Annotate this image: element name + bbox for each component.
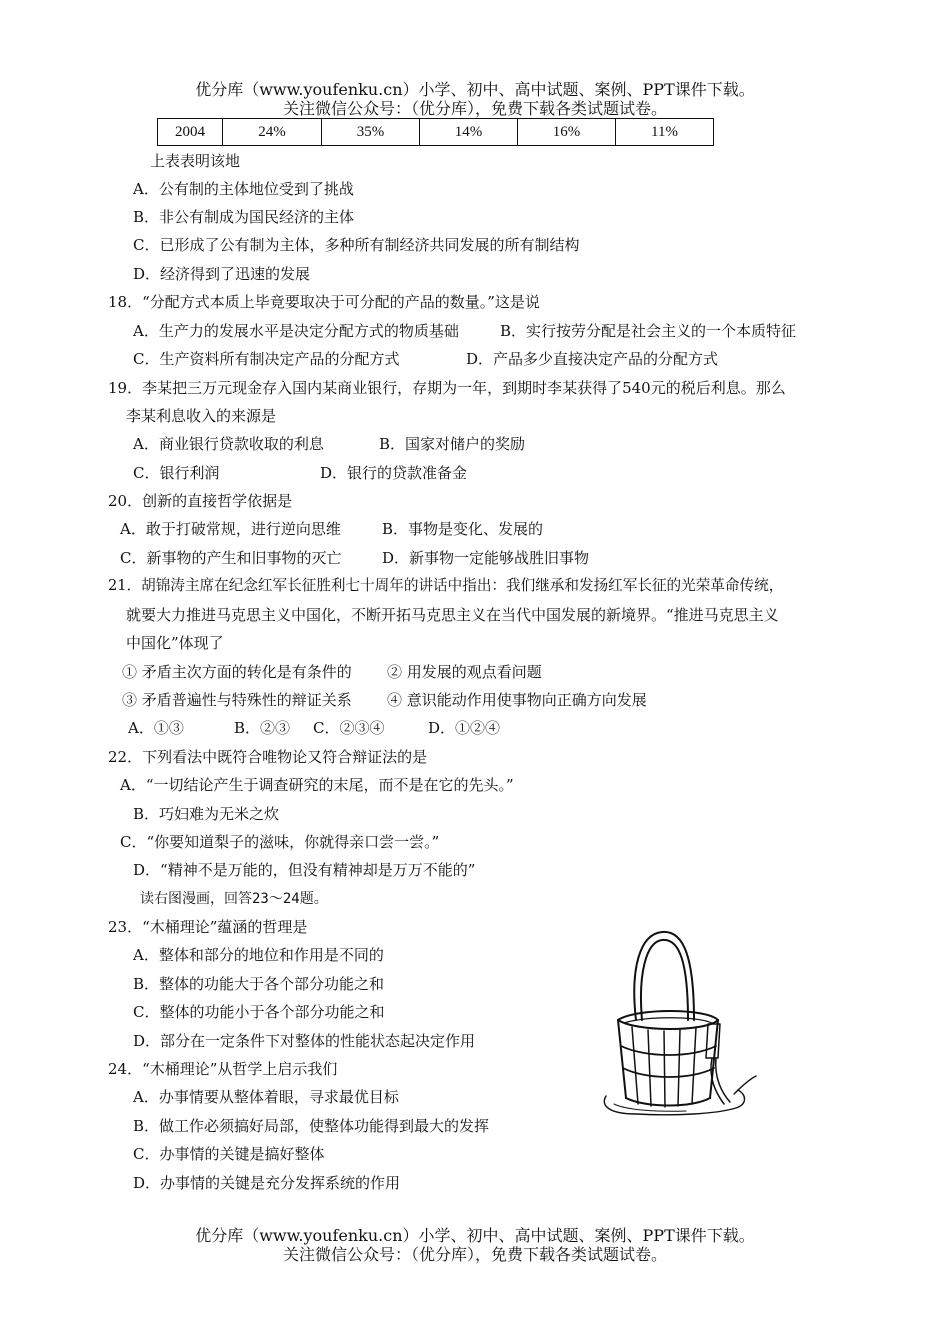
table-row [158,119,714,146]
q21-stem-line-2: 就要大力推进马克思主义中国化，不断开拓马克思主义在当代中国发展的新境界。“推进马克思主义 [126,606,779,624]
q23-24-intro: 读右图漫画，回答23～24题。 [140,891,328,907]
table-cell-year: 2004 [158,119,223,146]
q21-option-b: B．②③ [234,719,291,737]
q20-option-b: B．事物是变化、发展的 [382,520,544,538]
q21-statement-4: ④ 意识能动作用使事物向正确方向发展 [387,691,647,709]
q24-option-b: B．做工作必须搞好局部，使整体功能得到最大的发挥 [133,1117,490,1135]
q17-stem: 上表表明该地 [150,152,241,170]
ownership-data-table [157,118,714,146]
q19-stem-line-1: 19．李某把三万元现金存入国内某商业银行，存期为一年，到期时李某获得了540元的税后利息。那么 [108,379,786,397]
q21-statement-1: ① 矛盾主次方面的转化是有条件的 [122,663,352,681]
q19-option-a: A．商业银行贷款收取的利息 [133,435,324,453]
q24-option-c: C．办事情的关键是搞好整体 [133,1145,325,1163]
q21-option-a: A．①③ [128,719,184,737]
q23-option-b: B．整体的功能大于各个部分功能之和 [133,975,385,993]
q19-option-b: B．国家对储户的奖励 [379,435,526,453]
q22-option-a: A．“一切结论产生于调查研究的末尾，而不是在它的先头。” [120,776,514,794]
q21-option-d: D．①②④ [428,719,501,737]
header-line-1: 优分库（www.youfenku.cn）小学、初中、高中试题、案例、PPT课件下载。 [195,80,755,99]
q22-option-b: B．巧妇难为无米之炊 [133,805,280,823]
q24-option-d: D．办事情的关键是充分发挥系统的作用 [133,1174,401,1192]
table-cell: 11% [616,119,714,146]
q20-option-d: D．新事物一定能够战胜旧事物 [382,549,590,567]
q18-option-c: C．生产资料所有制决定产品的分配方式 [133,350,400,368]
q21-statement-3: ③ 矛盾普遍性与特殊性的辩证关系 [122,691,352,709]
q24-option-a: A．办事情要从整体着眼，寻求最优目标 [133,1088,399,1106]
q23-option-c: C．整体的功能小于各个部分功能之和 [133,1003,385,1021]
table-cell: 16% [518,119,616,146]
q19-option-d: D．银行的贷款准备金 [320,464,468,482]
q19-option-c: C．银行利润 [133,464,220,482]
table-cell: 35% [322,119,420,146]
table-cell: 24% [223,119,322,146]
q22-option-c: C．“你要知道梨子的滋味，你就得亲口尝一尝。” [120,833,440,851]
q21-statement-2: ② 用发展的观点看问题 [387,663,542,681]
q18-option-b: B．实行按劳分配是社会主义的一个本质特征 [500,322,797,340]
q21-stem-line-3: 中国化”体现了 [126,634,224,652]
q21-stem-line-1: 21．胡锦涛主席在纪念红军长征胜利七十周年的讲话中指出：我们继承和发扬红军长征的光荣革命传统， [108,577,784,594]
q18-stem: 18．“分配方式本质上毕竟要取决于可分配的产品的数量。”这是说 [108,293,540,311]
q17-option-b: B．非公有制成为国民经济的主体 [133,208,355,226]
q23-option-a: A．整体和部分的地位和作用是不同的 [133,946,384,964]
table-cell: 14% [420,119,518,146]
q22-stem: 22．下列看法中既符合唯物论又符合辩证法的是 [108,748,428,766]
q18-option-a: A．生产力的发展水平是决定分配方式的物质基础 [133,322,459,340]
q20-stem: 20．创新的直接哲学依据是 [108,492,293,510]
q23-stem: 23．“木桶理论”蕴涵的哲理是 [108,918,308,936]
q17-option-c: C．已形成了公有制为主体，多种所有制经济共同发展的所有制结构 [133,236,580,254]
wooden-bucket-icon [596,928,758,1118]
q19-stem-line-2: 李某利息收入的来源是 [126,407,277,425]
header-line-2: 关注微信公众号：（优分库），免费下载各类试题试卷。 [282,99,667,118]
q23-option-d: D．部分在一定条件下对整体的性能状态起决定作用 [133,1032,476,1050]
q17-option-d: D．经济得到了迅速的发展 [133,265,311,283]
footer-line-1: 优分库（www.youfenku.cn）小学、初中、高中试题、案例、PPT课件下载。 [195,1226,755,1245]
q22-option-d: D．“精神不是万能的，但没有精神却是万万不能的” [133,861,476,879]
q18-option-d: D．产品多少直接决定产品的分配方式 [466,350,719,368]
q21-option-c: C．②③④ [313,719,385,737]
q20-option-a: A．敢于打破常规，进行逆向思维 [120,520,341,538]
footer-line-2: 关注微信公众号：（优分库），免费下载各类试题试卷。 [282,1245,667,1264]
q20-option-c: C．新事物的产生和旧事物的灭亡 [120,549,342,567]
q24-stem: 24．“木桶理论”从哲学上启示我们 [108,1060,338,1078]
q17-option-a: A．公有制的主体地位受到了挑战 [133,180,354,198]
